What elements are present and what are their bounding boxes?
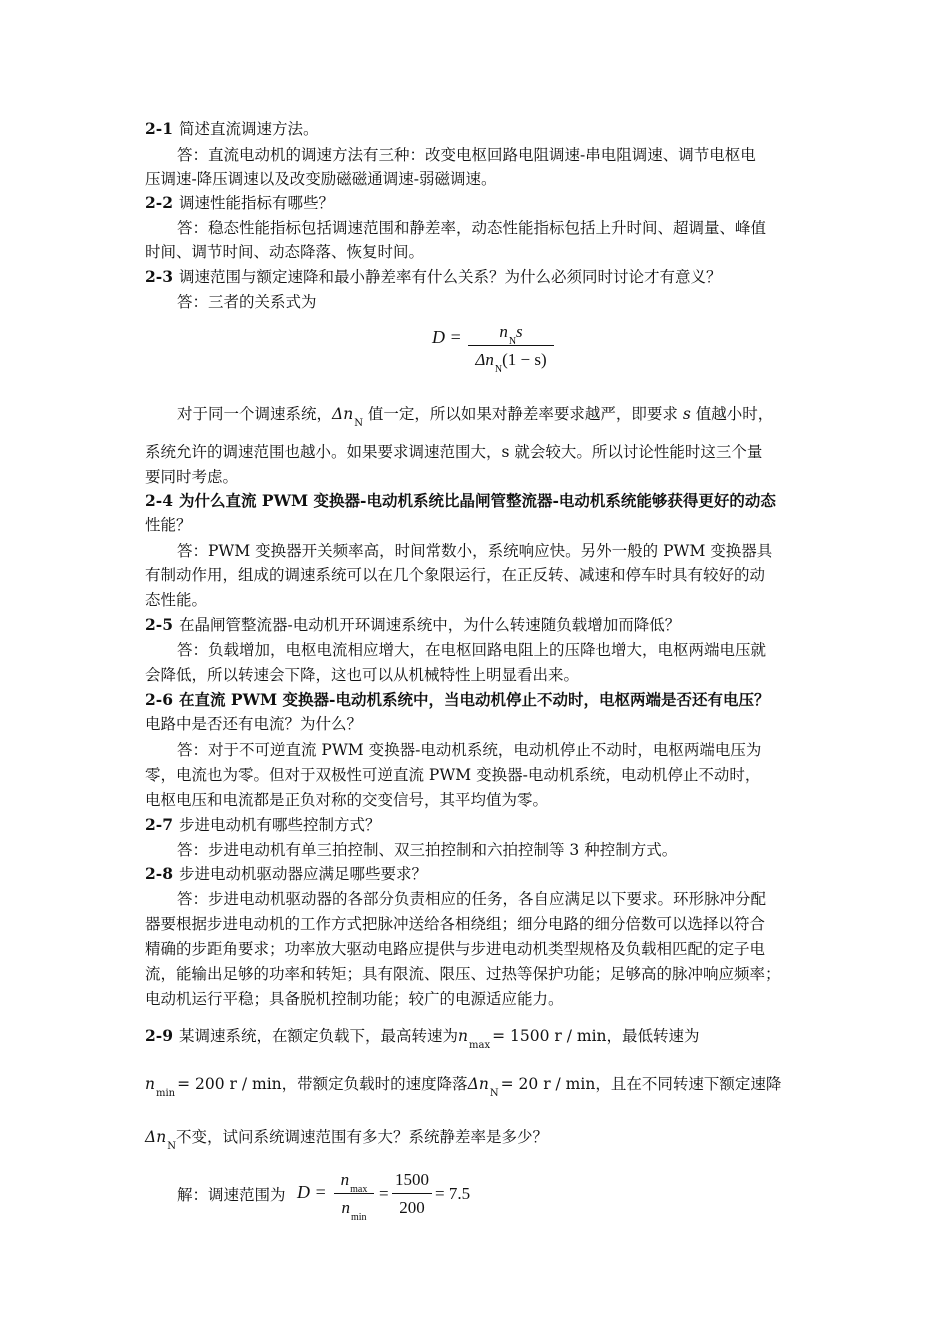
question-number: 2-7 — [145, 815, 174, 834]
formula-denominator: 200 — [399, 1198, 425, 1217]
answer-line: 时间、调节时间、动态降落、恢复时间。 — [145, 243, 425, 261]
question-text: 不变，试问系统调速范围有多大？系统静差率是多少？ — [175, 1128, 548, 1146]
answer-line: 答：直流电动机的调速方法有三种：改变电枢回路电阻调速-串电阻调速、调节电枢电 — [177, 146, 756, 164]
text: 值越小时， — [690, 405, 774, 423]
question-text: 在晶闸管整流器-电动机开环调速系统中，为什么转速随负载增加而降低？ — [179, 616, 681, 634]
formula-numerator: 1500 — [395, 1170, 429, 1189]
question-text-cont: 电路中是否还有电流？为什么？ — [145, 715, 363, 733]
solution-fraction-1 — [334, 1170, 374, 1223]
value-nmin: = 200 r / min — [177, 1075, 282, 1093]
answer-line: 答：三者的关系式为 — [177, 293, 317, 311]
symbol-s: s — [682, 405, 691, 423]
subscript: N — [167, 1141, 176, 1152]
question-text: 调速范围与额定速降和最小静差率有什么关系？为什么必须同时讨论才有意义？ — [179, 268, 722, 286]
question-2-8 — [145, 863, 815, 885]
answer-line: 电动机运行平稳；具备脱机控制功能；较广的电源适应能力。 — [145, 990, 564, 1008]
symbol-s: s — [516, 322, 523, 341]
question-2-9-line2 — [145, 1073, 815, 1098]
question-text: ，带额定负载时的速度降落 — [281, 1075, 468, 1093]
question-text: 步进电动机有哪些控制方式？ — [179, 816, 381, 834]
answer-line: 会降低，所以转速会下降，这也可以从机械特性上明显看出来。 — [145, 666, 580, 684]
answer-line: 答：负载增加，电枢电流相应增大，在电枢回路电阻上的压降也增大，电枢两端电压就 — [177, 641, 767, 659]
denominator-tail: (1 − s) — [502, 350, 547, 369]
symbol-n: n — [341, 1198, 350, 1217]
symbol-n: n — [340, 1170, 350, 1189]
answer-line: 有制动作用，组成的调速系统可以在几个象限运行，在正反转、减速和停车时具有较好的动 — [145, 566, 766, 584]
question-text: 调速性能指标有哪些？ — [179, 194, 335, 212]
question-number: 2-9 — [145, 1026, 174, 1045]
solution-label: 解：调速范围为 — [177, 1186, 286, 1204]
symbol-delta-n: Δn — [332, 405, 354, 423]
solution-result: = 7.5 — [435, 1184, 471, 1203]
symbol-n: n — [458, 1027, 469, 1045]
question-text: 简述直流调速方法。 — [179, 120, 319, 138]
formula-denominator — [334, 1198, 374, 1223]
subscript: min — [350, 1212, 367, 1223]
question-2-4 — [145, 490, 815, 512]
answer-line: 要同时考虑。 — [145, 468, 239, 486]
answer-line: 电枢电压和电流都是正负对称的交变信号，其平均值为零。 — [145, 791, 549, 809]
solution-fraction-2 — [392, 1170, 432, 1218]
symbol-delta-n: Δn — [145, 1128, 167, 1146]
answer-line: 答：PWM 变换器开关频率高，时间常数小，系统响应快。另外一般的 PWM 变换器具 — [177, 542, 773, 560]
question-number: 2-6 — [145, 690, 174, 709]
question-2-5 — [145, 614, 815, 636]
subscript: max — [350, 1184, 368, 1195]
question-text: 为什么直流 PWM 变换器-电动机系统比晶闸管整流器-电动机系统能够获得更好的动态 — [179, 491, 776, 510]
answer-line: 答：稳态性能指标包括调速范围和静差率，动态性能指标包括上升时间、超调量、峰值 — [177, 219, 767, 237]
value-nmax: = 1500 r / min — [492, 1027, 607, 1045]
value-delta-n: = 20 r / min — [500, 1075, 596, 1093]
fraction-bar — [392, 1193, 432, 1194]
answer-line: 态性能。 — [145, 591, 208, 609]
question-2-9 — [145, 1025, 815, 1050]
question-text-cont: 性能？ — [145, 516, 192, 534]
subscript: min — [155, 1088, 176, 1099]
solution-lhs — [297, 1182, 327, 1203]
answer-line: 精确的步距角要求；功率放大驱动电路应提供与步进电动机类型规格及负载相匹配的定子电 — [145, 940, 766, 958]
symbol-n: n — [145, 1075, 155, 1093]
answer-line — [177, 403, 847, 428]
subscript: max — [469, 1040, 491, 1051]
question-text: ，最低转速为 — [606, 1027, 700, 1045]
text: 值一定，所以如果对静差率要求越严，即要求 — [362, 405, 683, 423]
text: 对于同一个调速系统， — [177, 405, 333, 423]
answer-line: 流，能输出足够的功率和转矩；具有限流、限压、过热等保护功能；足够高的脉冲响应频率； — [145, 965, 781, 983]
question-number: 2-1 — [145, 119, 174, 138]
subscript: N — [494, 364, 503, 375]
question-2-2 — [145, 192, 815, 214]
answer-line: 答：步进电动机驱动器的各部分负责相应的任务，各自应满足以下要求。环形脉冲分配 — [177, 890, 767, 908]
answer-line: 答：步进电动机有单三拍控制、双三拍控制和六拍控制等 3 种控制方式。 — [177, 841, 678, 859]
question-text: 步进电动机驱动器应满足哪些要求？ — [179, 865, 428, 883]
answer-line: 零，电流也为零。但对于双极性可逆直流 PWM 变换器-电动机系统，电动机停止不动时， — [145, 766, 761, 784]
equals-sign: = — [379, 1184, 389, 1203]
formula-numerator — [468, 322, 554, 347]
question-number: 2-3 — [145, 267, 174, 286]
question-text: ，且在不同转速下额定速降 — [595, 1075, 782, 1093]
question-2-1 — [145, 118, 815, 140]
question-number: 2-8 — [145, 864, 174, 883]
answer-line: 系统允许的调速范围也越小。如果要求调速范围大，s 就会较大。所以讨论性能时这三个量 — [145, 443, 763, 461]
subscript: N — [354, 418, 363, 429]
question-number: 2-4 — [145, 491, 174, 510]
answer-line: 答：对于不可逆直流 PWM 变换器-电动机系统，电动机停止不动时，电枢两端电压为 — [177, 741, 762, 759]
answer-line: 压调速-降压调速以及改变励磁磁通调速-弱磁调速。 — [145, 170, 497, 188]
formula-denominator — [468, 350, 554, 375]
formula-numerator — [334, 1170, 374, 1195]
question-2-7 — [145, 814, 815, 836]
question-2-3 — [145, 266, 815, 288]
symbol-delta-n: Δn — [475, 350, 494, 369]
symbol-n: n — [499, 322, 508, 341]
formula-d-fraction — [468, 322, 554, 375]
question-text: 某调速系统，在额定负载下，最高转速为 — [179, 1027, 459, 1045]
subscript: N — [489, 1088, 499, 1099]
question-text: 在直流 PWM 变换器-电动机系统中，当电动机停止不动时，电枢两端是否还有电压？ — [179, 690, 770, 709]
symbol-delta-n: Δn — [467, 1075, 489, 1093]
question-number: 2-2 — [145, 193, 174, 212]
formula-lhs: D = — [432, 327, 462, 347]
question-number: 2-5 — [145, 615, 174, 634]
answer-line: 器要根据步进电动机的工作方式把脉冲送给各相绕组；细分电路的细分倍数可以选择以符合 — [145, 915, 766, 933]
subscript: N — [508, 336, 517, 347]
formula-lhs: D = — [297, 1182, 327, 1202]
question-2-6 — [145, 689, 815, 711]
formula-d-lhs — [432, 327, 462, 348]
question-2-9-line3 — [145, 1126, 815, 1151]
